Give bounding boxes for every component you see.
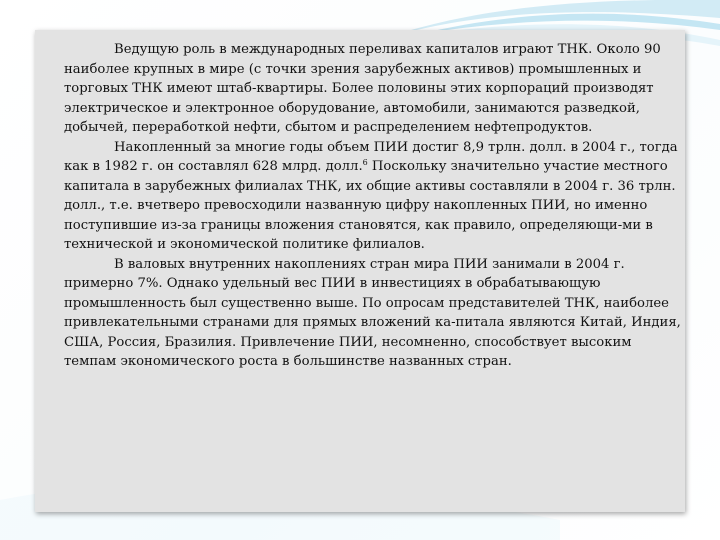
paragraph-3: В валовых внутренних накоплениях стран мира ПИИ занимали в 2004 г. примерно 7%. Однако удельный вес ПИИ в инвестициях в обрабатывающую промышленность был существенно выше. По опросам представителей ТНК, наиболее привлекательными странами для прямых вложений ка-питала являются Китай, Индия, США, Россия, Бразилия. Привлечение ПИИ, несомненно, способствует высоким темпам экономического роста в большинстве названных стран.: [64, 256, 681, 369]
paragraph-2-part-2: Поскольку значительно участие местного капитала в зарубежных филиалах ТНК, их общие активы составляли в 2004 г. 36 трлн. долл., т.е. вчетверо превосходили названную цифру накопленных ПИИ, но именно поступившие из-за границы вложения становятся, как правило, определяющи-ми в технической и экономической политике филиалов.: [64, 159, 676, 252]
paragraph-1: Ведущую роль в международных переливах капиталов играют ТНК. Около 90 наиболее крупных в мире (с точки зрения зарубежных активов) промышленных и торговых ТНК имеют штаб-квартиры. Более половины этих корпораций производят электрическое и электронное оборудование, автомобили, занимаются разведкой, добычей, переработкой нефти, сбытом и распределением нефтепродуктов.: [64, 42, 661, 135]
footnote-marker: 6: [362, 158, 368, 167]
paragraph-2: [64, 138, 682, 255]
paragraph-2-part-1: Накопленный за многие годы объем ПИИ достиг 8,9 трлн. долл. в 2004 г., тогда как в 1982 г. он составлял 628 млрд. долл.: [64, 139, 678, 174]
body-text: [64, 40, 682, 372]
